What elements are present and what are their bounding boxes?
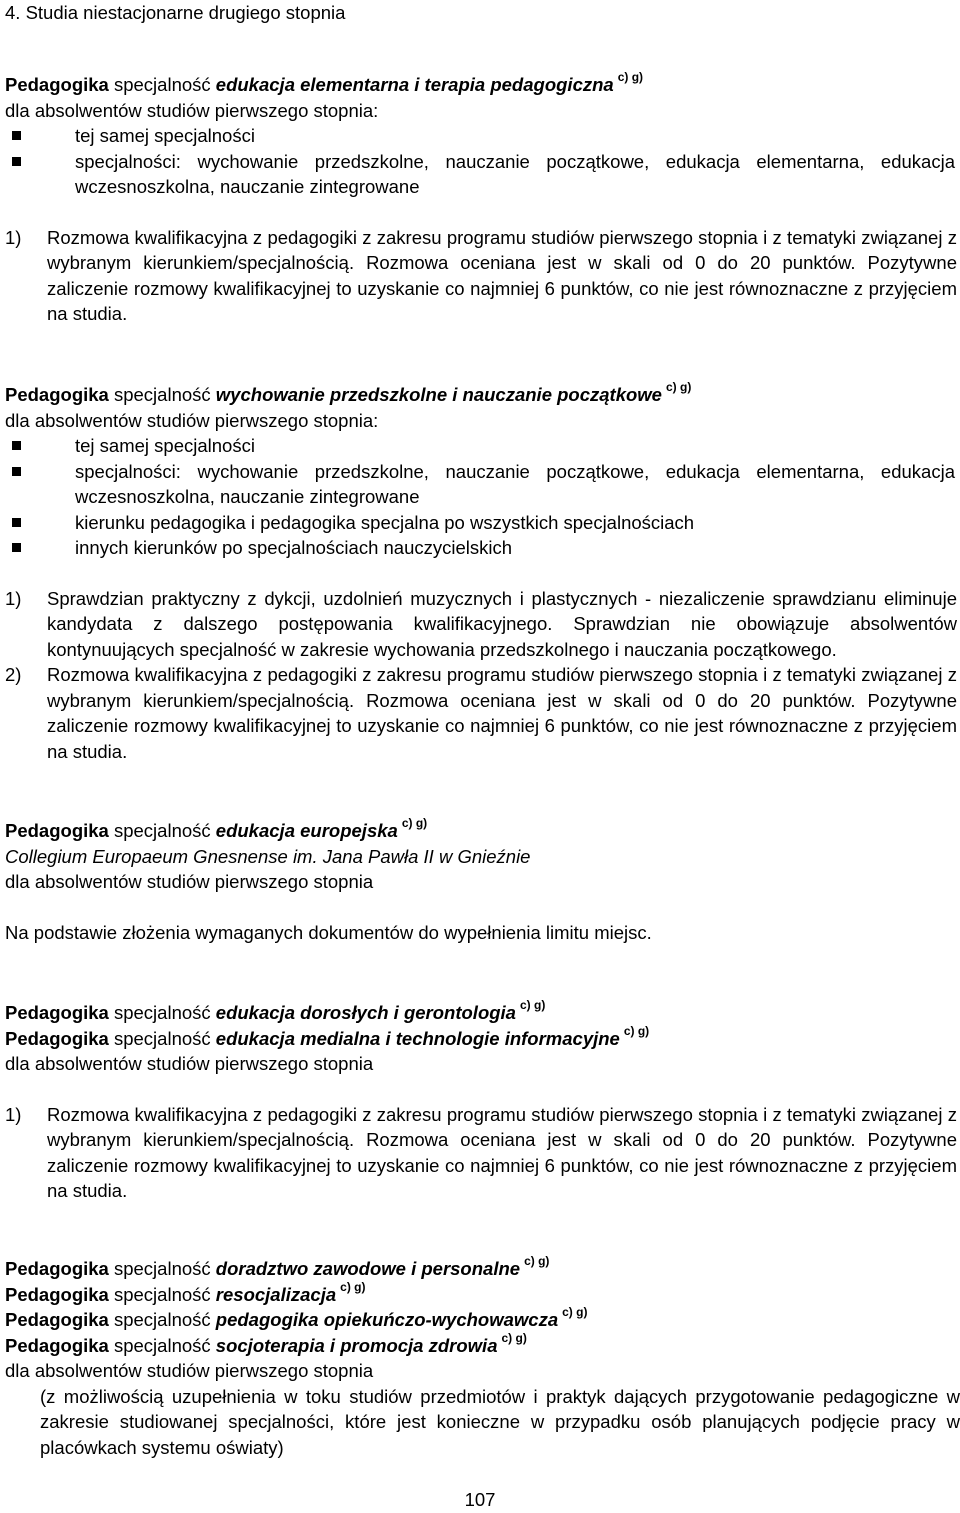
supplementary-note: (z możliwością uzupełnienia w toku studiów przedmiotów i praktyk dających przygotowanie pedagogiczne w zakresie studiowanej specjalności, które jest konieczne w przypadku osób planujących podjęcie pracy w placówkach systemu oświaty)	[40, 1385, 960, 1458]
program-title: Pedagogika specjalność socjoterapia i promocja zdrowia $^{c) g)}$	[5, 1330, 527, 1356]
program-title: Pedagogika specjalność edukacja medialna i technologie informacyjne $^{c) g)}$	[5, 1023, 650, 1049]
program-title: Pedagogika specjalność edukacja dorosłych i gerontologia $^{c) g)}$	[5, 998, 546, 1023]
eligibility-label: dla absolwentów studiów pierwszego stopnia	[5, 871, 374, 892]
bullet-item: specjalności: wychowanie przedszkolne, nauczanie początkowe, edukacja elementarna, edukacja wczesnoszkolna, nauczanie zintegrowane	[5, 149, 955, 200]
eligibility-label: dla absolwentów studiów pierwszego stopnia	[5, 1053, 374, 1074]
college-name: Collegium Europaeum Gnesnense im. Jana Pawła II w Gnieźnie	[5, 845, 531, 867]
bullet-item: kierunku pedagogika i pedagogika specjalna po wszystkich specjalnościach	[5, 510, 955, 536]
program-title: Pedagogika specjalność edukacja elementarna i terapia pedagogiczna $^{c) g)}$	[5, 70, 644, 95]
bullet-item: specjalności: wychowanie przedszkolne, nauczanie początkowe, edukacja elementarna, edukacja wczesnoszkolna, nauczanie zintegrowane	[5, 459, 955, 510]
program-title: Pedagogika specjalność doradztwo zawodowe i personalne $^{c) g)}$	[5, 1254, 550, 1279]
bullet-item: tej samej specjalności	[5, 433, 955, 459]
eligibility-label: dla absolwentów studiów pierwszego stopnia:	[5, 99, 379, 121]
square-bullet-icon	[12, 157, 21, 166]
square-bullet-icon	[12, 441, 21, 450]
program-title: Pedagogika specjalność wychowanie przedszkolne i nauczanie początkowe $^{c) g)}$	[5, 380, 692, 405]
program-title: Pedagogika specjalność pedagogika opiekuńczo-wychowawcza $^{c) g)}$	[5, 1305, 588, 1330]
numbered-requirement: 1) Rozmowa kwalifikacyjna z pedagogiki z zakresu programu studiów pierwszego stopnia i z tematyki związanej z wybranym kierunkiem/specjalnością. Rozmowa oceniana jest w skali od 0 do 20 punktów. Pozytywne zaliczenie rozmowy kwalifikacyjnej to uzyskanie co najmniej 6 punktów, co nie jest równoznaczne z przyjęciem na studia.	[5, 226, 957, 324]
program-section-2	[5, 382, 955, 764]
square-bullet-icon	[12, 518, 21, 527]
numbered-requirement: 1) Rozmowa kwalifikacyjna z pedagogiki z zakresu programu studiów pierwszego stopnia i z tematyki związanej z wybranym kierunkiem/specjalnością. Rozmowa oceniana jest w skali od 0 do 20 punktów. Pozytywne zaliczenie rozmowy kwalifikacyjnej to uzyskanie co najmniej 6 punktów, co nie jest równoznaczne z przyjęciem na studia.	[5, 1103, 957, 1201]
numbered-requirement: 1) Sprawdzian praktyczny z dykcji, uzdolnień muzycznych i plastycznych - niezaliczenie sprawdzianu eliminuje kandydata z dalszego postępowania kwalifikacyjnego. Sprawdzian nie obowiązuje absolwentów kontynuujących specjalność w zakresie wychowania przedszkolnego i nauczania początkowego.	[5, 587, 957, 660]
eligibility-label: dla absolwentów studiów pierwszego stopnia	[5, 1360, 374, 1381]
program-section-3	[5, 818, 955, 945]
bullet-item: tej samej specjalności	[5, 123, 955, 149]
program-title: Pedagogika specjalność resocjalizacja $^{c) g)}$	[5, 1279, 366, 1305]
program-section-4	[5, 1000, 955, 1204]
square-bullet-icon	[12, 131, 21, 140]
program-section-1	[5, 72, 955, 327]
program-title: Pedagogika specjalność edukacja europejska $^{c) g)}$	[5, 816, 428, 841]
bullet-item: innych kierunków po specjalnościach nauczycielskich	[5, 535, 955, 561]
section-heading: 4. Studia niestacjonarne drugiego stopnia	[5, 2, 346, 23]
square-bullet-icon	[12, 543, 21, 552]
numbered-requirement: 2) Rozmowa kwalifikacyjna z pedagogiki z zakresu programu studiów pierwszego stopnia i z tematyki związanej z wybranym kierunkiem/specjalnością. Rozmowa oceniana jest w skali od 0 do 20 punktów. Pozytywne zaliczenie rozmowy kwalifikacyjnej to uzyskanie co najmniej 6 punktów, co nie jest równoznaczne z przyjęciem na studia.	[5, 664, 957, 762]
admission-note: Na podstawie złożenia wymaganych dokumentów do wypełnienia limitu miejsc.	[5, 921, 652, 943]
page-number: 107	[464, 1489, 496, 1510]
program-section-5	[5, 1254, 960, 1460]
eligibility-label: dla absolwentów studiów pierwszego stopnia:	[5, 409, 379, 431]
square-bullet-icon	[12, 467, 21, 476]
